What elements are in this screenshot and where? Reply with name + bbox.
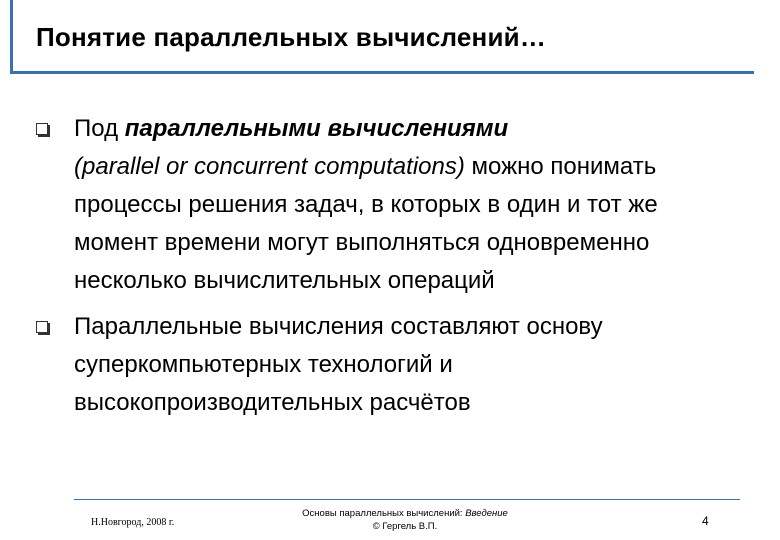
slide-title: Понятие параллельных вычислений… [36, 22, 547, 52]
square-bullet-icon [36, 321, 48, 333]
footer-course-title [240, 507, 570, 533]
footer-course-name: Основы параллельных вычислений: [302, 508, 466, 519]
footer-author: © Гергель В.П. [372, 521, 438, 532]
bullet-1-english-term: (parallel or concurrent computations) [74, 153, 465, 180]
page-number: 4 [702, 514, 709, 528]
bullet-item-2 [36, 308, 676, 422]
footer-section-name: Введение [465, 508, 508, 519]
bullet-1-rest: можно понимать процессы решения задач, в которых в один и тот же момент времени могут выполняться одновременно несколько вычислительных операций [74, 153, 658, 294]
footer-divider [74, 499, 740, 500]
bullet-item-1 [36, 110, 676, 300]
bullet-2-text: Параллельные вычисления составляют основу суперкомпьютерных технологий и высокопроизводительных расчётов [74, 313, 603, 416]
square-bullet-icon [36, 123, 48, 135]
slide-content [36, 110, 676, 430]
bullet-1-lead: Под [74, 115, 125, 142]
footer-location-date: Н.Новгород, 2008 г. [91, 517, 175, 528]
bullet-1-emphasis: параллельными вычислениями [124, 115, 509, 142]
